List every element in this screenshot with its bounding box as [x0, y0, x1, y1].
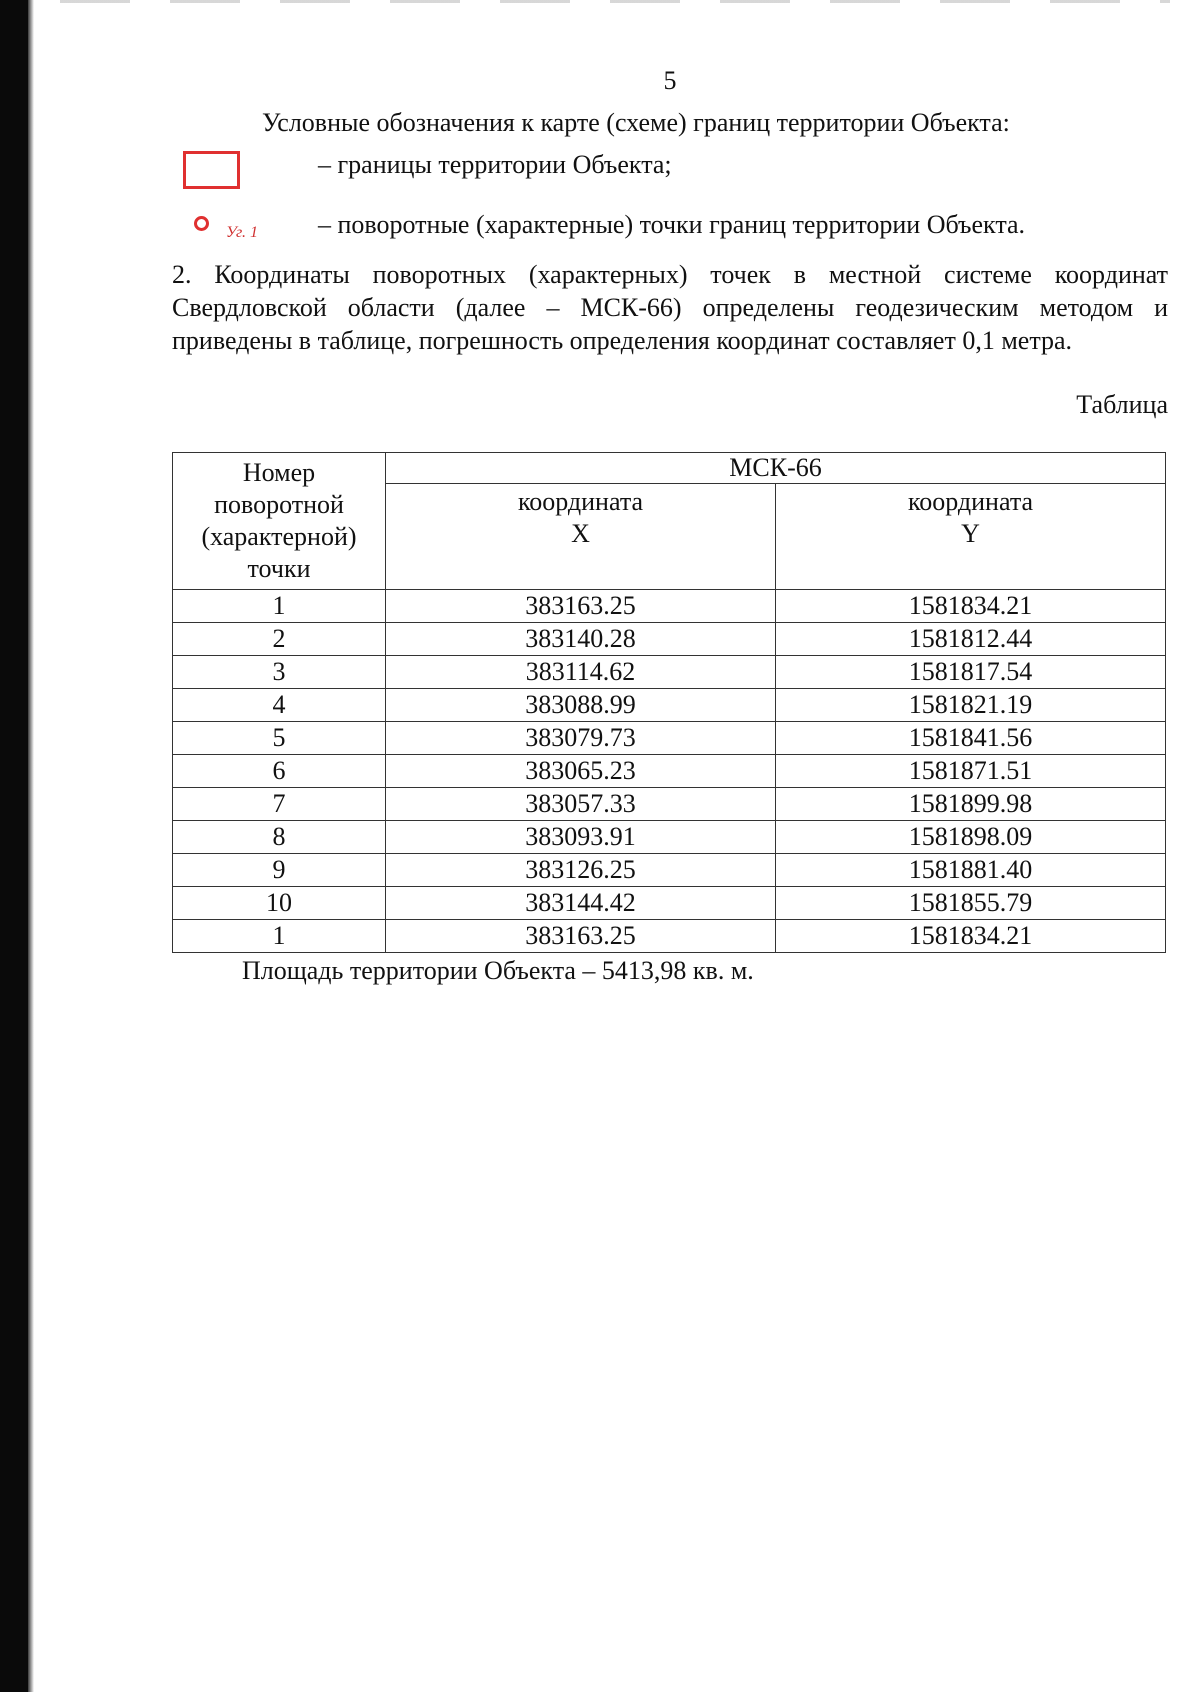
- table-header-row: [173, 453, 1166, 484]
- y-cell: 1581812.44: [776, 623, 1166, 656]
- y-cell: 1581881.40: [776, 854, 1166, 887]
- header-line: координата: [907, 487, 1034, 516]
- x-cell: 383065.23: [386, 755, 776, 788]
- table-row: [173, 821, 1166, 854]
- page-number: 5: [663, 66, 677, 95]
- point-number-cell: 5: [173, 722, 386, 755]
- table-row: [173, 755, 1166, 788]
- y-cell: 1581821.19: [776, 689, 1166, 722]
- x-cell: 383144.42: [386, 887, 776, 920]
- header-line: Номер: [242, 458, 316, 487]
- point-number-cell: 9: [173, 854, 386, 887]
- legend-points-text: – поворотные (характерные) точки границ территории Объекта.: [318, 210, 1026, 239]
- table-caption: Таблица: [1076, 390, 1168, 419]
- header-line: координата: [517, 487, 644, 516]
- header-line: X: [571, 519, 590, 548]
- point-number-cell: 1: [173, 590, 386, 623]
- header-line: (характерной): [201, 522, 357, 551]
- point-number-cell: 3: [173, 656, 386, 689]
- point-number-cell: 10: [173, 887, 386, 920]
- y-cell: 1581871.51: [776, 755, 1166, 788]
- x-cell: 383114.62: [386, 656, 776, 689]
- scan-top-artifact: [60, 0, 1170, 3]
- table-row: [173, 623, 1166, 656]
- coordinate-system-header: МСК-66: [386, 453, 1166, 484]
- legend-boundary-text: – границы территории Объекта;: [318, 150, 672, 179]
- table-row: [173, 689, 1166, 722]
- legend-title: Условные обозначения к карте (схеме) границ территории Объекта:: [262, 108, 1010, 137]
- table-row: [173, 788, 1166, 821]
- header-line: Y: [961, 519, 980, 548]
- legend-point-label: Уг. 1: [226, 224, 258, 241]
- x-cell: 383079.73: [386, 722, 776, 755]
- table-row: [173, 887, 1166, 920]
- point-number-header: [173, 453, 386, 590]
- x-cell: 383163.25: [386, 920, 776, 953]
- table-row: [173, 590, 1166, 623]
- y-cell: 1581898.09: [776, 821, 1166, 854]
- area-summary: Площадь территории Объекта – 5413,98 кв. м.: [242, 956, 754, 985]
- y-cell: 1581899.98: [776, 788, 1166, 821]
- y-cell: 1581855.79: [776, 887, 1166, 920]
- point-number-cell: 4: [173, 689, 386, 722]
- y-cell: 1581817.54: [776, 656, 1166, 689]
- y-cell: 1581834.21: [776, 920, 1166, 953]
- point-number-cell: 6: [173, 755, 386, 788]
- scan-edge-shadow: [28, 0, 34, 1692]
- y-cell: 1581834.21: [776, 590, 1166, 623]
- point-number-cell: 7: [173, 788, 386, 821]
- y-coordinate-header: [776, 484, 1166, 590]
- table-row: [173, 920, 1166, 953]
- x-cell: 383126.25: [386, 854, 776, 887]
- x-cell: 383093.91: [386, 821, 776, 854]
- x-cell: 383140.28: [386, 623, 776, 656]
- table-row: [173, 722, 1166, 755]
- y-cell: 1581841.56: [776, 722, 1166, 755]
- x-cell: 383088.99: [386, 689, 776, 722]
- header-line: точки: [247, 554, 311, 583]
- x-cell: 383163.25: [386, 590, 776, 623]
- coordinates-table: [172, 452, 1166, 953]
- x-cell: 383057.33: [386, 788, 776, 821]
- point-number-cell: 1: [173, 920, 386, 953]
- scan-dark-edge: [0, 0, 28, 1692]
- header-line: поворотной: [214, 490, 344, 519]
- x-coordinate-header: [386, 484, 776, 590]
- table-row: [173, 656, 1166, 689]
- boundary-rectangle-icon: [183, 151, 240, 189]
- table-row: [173, 854, 1166, 887]
- coordinates-paragraph: 2. Координаты поворотных (характерных) точек в местной системе координат Свердловской области (далее – МСК-66) определены геодезическим методом и приведены в таблице, погрешность определения координат составляет 0,1 метра.: [172, 260, 1168, 355]
- turning-point-circle-icon: [194, 216, 209, 231]
- point-number-cell: 2: [173, 623, 386, 656]
- point-number-cell: 8: [173, 821, 386, 854]
